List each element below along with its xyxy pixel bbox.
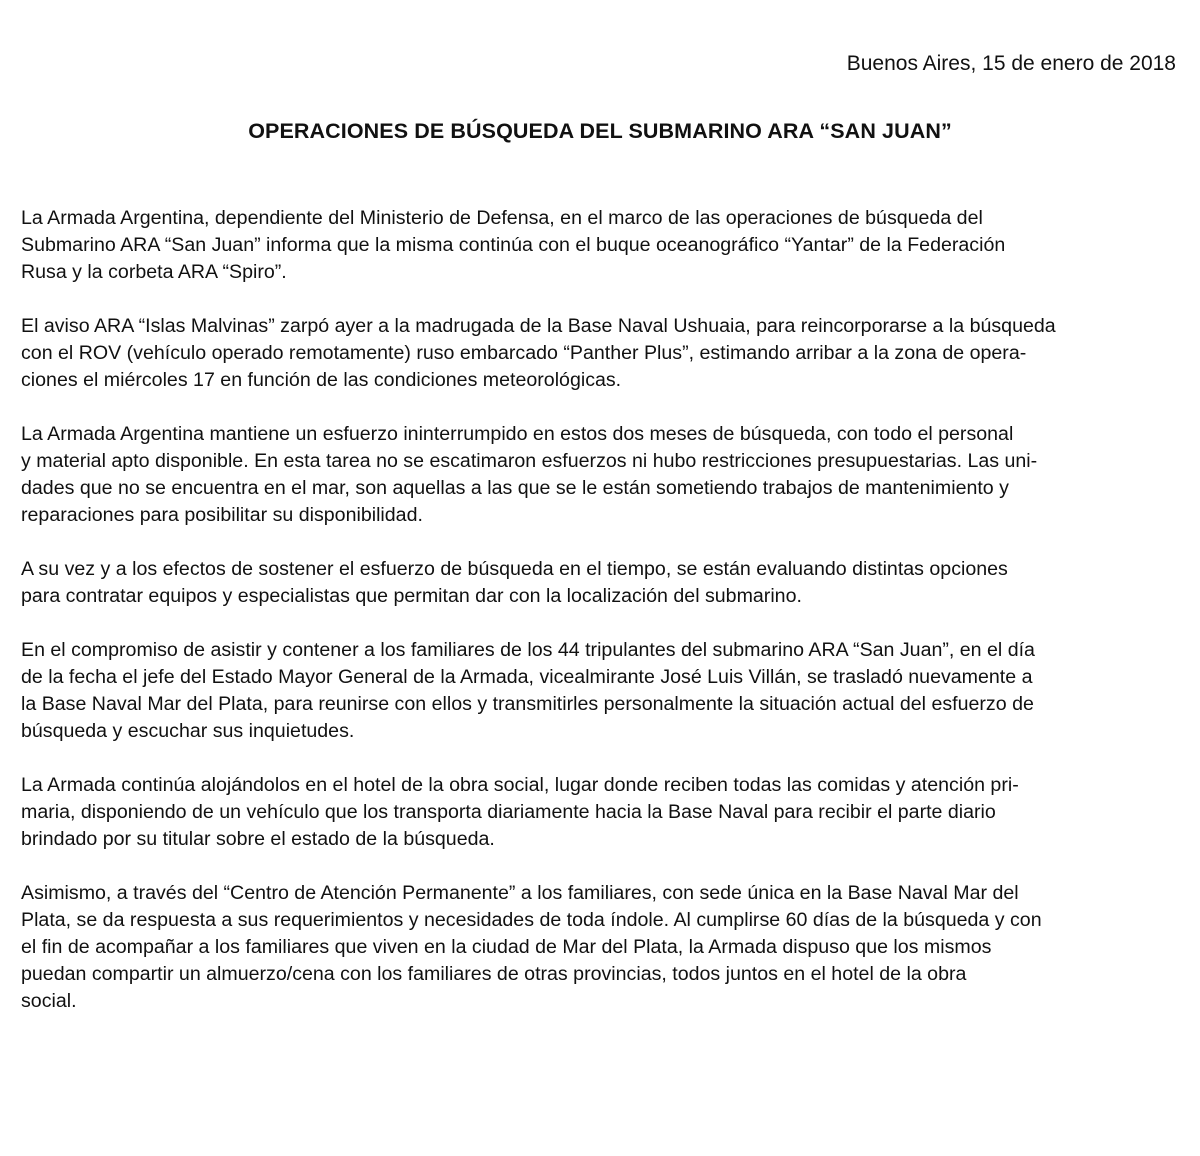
paragraph-line: maria, disponiendo de un vehículo que los transporta diariamente hacia la Base Naval para recibir el parte diario xyxy=(21,801,996,823)
paragraph-line: búsqueda y escuchar sus inquietudes. xyxy=(21,720,355,742)
paragraph-line: Submarino ARA “San Juan” informa que la misma continúa con el buque oceanográfico “Yantar” de la Federación xyxy=(21,234,1006,256)
paragraph-line: ciones el miércoles 17 en función de las condiciones meteorológicas. xyxy=(21,369,622,391)
paragraph-line: brindado por su titular sobre el estado de la búsqueda. xyxy=(21,828,495,850)
paragraph-6 xyxy=(21,772,1175,853)
paragraph-line: La Armada Argentina mantiene un esfuerzo ininterrumpido en estos dos meses de búsqueda, con todo el personal xyxy=(21,423,1014,445)
paragraph-line: con el ROV (vehículo operado remotamente) ruso embarcado “Panther Plus”, estimando arribar a la zona de opera- xyxy=(21,342,1027,364)
paragraph-line: En el compromiso de asistir y contener a los familiares de los 44 tripulantes del submarino ARA “San Juan”, en el día xyxy=(21,639,1035,661)
document-body xyxy=(21,205,1175,1042)
paragraph-1 xyxy=(21,205,1175,286)
paragraph-line: puedan compartir un almuerzo/cena con los familiares de otras provincias, todos juntos en el hotel de la obra xyxy=(21,963,967,985)
paragraph-line: A su vez y a los efectos de sostener el esfuerzo de búsqueda en el tiempo, se están evaluando distintas opciones xyxy=(21,558,1008,580)
paragraph-7 xyxy=(21,880,1175,1015)
paragraph-line: social. xyxy=(21,990,77,1012)
paragraph-2 xyxy=(21,313,1175,394)
paragraph-line: La Armada continúa alojándolos en el hotel de la obra social, lugar donde reciben todas las comidas y atención pri- xyxy=(21,774,1019,796)
paragraph-line: reparaciones para posibilitar su disponibilidad. xyxy=(21,504,423,526)
paragraph-line: Plata, se da respuesta a sus requerimientos y necesidades de toda índole. Al cumplirse 60 días de la búsqueda y con xyxy=(21,909,1042,931)
paragraph-line: para contratar equipos y especialistas que permitan dar con la localización del submarino. xyxy=(21,585,802,607)
paragraph-line: Asimismo, a través del “Centro de Atención Permanente” a los familiares, con sede única en la Base Naval Mar del xyxy=(21,882,1019,904)
paragraph-4 xyxy=(21,556,1175,610)
paragraph-line: La Armada Argentina, dependiente del Ministerio de Defensa, en el marco de las operaciones de búsqueda del xyxy=(21,207,983,229)
paragraph-line: y material apto disponible. En esta tarea no se escatimaron esfuerzos ni hubo restricciones presupuestarias. Las uni- xyxy=(21,450,1038,472)
paragraph-5 xyxy=(21,637,1175,745)
paragraph-line: Rusa y la corbeta ARA “Spiro”. xyxy=(21,261,287,283)
paragraph-line: El aviso ARA “Islas Malvinas” zarpó ayer a la madrugada de la Base Naval Ushuaia, para reincorporarse a la búsqueda xyxy=(21,315,1056,337)
paragraph-line: el fin de acompañar a los familiares que viven en la ciudad de Mar del Plata, la Armada dispuso que los mismos xyxy=(21,936,992,958)
paragraph-3 xyxy=(21,421,1175,529)
paragraph-line: dades que no se encuentra en el mar, son aquellas a las que se le están sometiendo trabajos de mantenimiento y xyxy=(21,477,1009,499)
document-title: OPERACIONES DE BÚSQUEDA DEL SUBMARINO ARA “SAN JUAN” xyxy=(248,119,952,143)
paragraph-line: de la fecha el jefe del Estado Mayor General de la Armada, vicealmirante José Luis Villán, se trasladó nuevamente a xyxy=(21,666,1033,688)
document-date: Buenos Aires, 15 de enero de 2018 xyxy=(846,52,1176,75)
paragraph-line: la Base Naval Mar del Plata, para reunirse con ellos y transmitirles personalmente la situación actual del esfuerzo de xyxy=(21,693,1034,715)
